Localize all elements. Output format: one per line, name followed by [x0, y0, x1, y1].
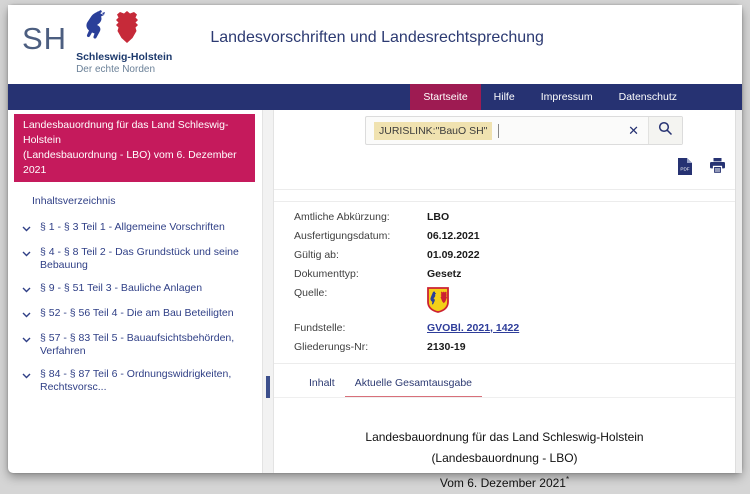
meta-label: Dokumenttyp:	[294, 268, 359, 280]
app-window	[8, 5, 742, 490]
search-bar	[365, 116, 683, 145]
separator	[274, 189, 735, 190]
tab-aktuelle-gesamtausgabe[interactable]: Aktuelle Gesamtausgabe	[345, 371, 482, 398]
chevron-down-icon	[22, 223, 31, 236]
toc-item-teil3[interactable]	[8, 277, 262, 302]
meta-value: LBO	[427, 211, 450, 223]
meta-value: 01.09.2022	[427, 249, 480, 261]
meta-label: Fundstelle:	[294, 322, 346, 334]
clear-search-button[interactable]: ✕	[628, 123, 639, 138]
document-toolbar	[274, 158, 726, 180]
content-area	[8, 110, 742, 490]
logo-tagline-label: Der echte Norden	[76, 63, 156, 75]
meta-value: 06.12.2021	[427, 230, 480, 242]
meta-label: Gliederungs-Nr:	[294, 341, 369, 353]
toc-item-label: § 4 - § 8 Teil 2 - Das Grundstück und seine Bebauung	[40, 246, 239, 271]
sh-logo	[22, 15, 172, 75]
main-panel	[274, 110, 735, 490]
tab-inhalt[interactable]: Inhalt	[309, 377, 335, 389]
lion-icon	[76, 10, 108, 49]
sh-logo-letters: SH	[22, 20, 68, 56]
toc-item-teil4[interactable]	[8, 302, 262, 327]
footnote-marker: *	[565, 475, 570, 484]
search-query-chip[interactable]: JURISLINK:"BauO SH"	[374, 122, 492, 140]
meta-label: Amtliche Abkürzung:	[294, 211, 390, 223]
sidebar-doc-title-line1: Landesbauordnung für das Land Schleswig-Holstein	[23, 119, 229, 146]
sidebar-doc-title-line2: (Landesbauordnung - LBO) vom 6. Dezember 2021	[23, 149, 237, 176]
chevron-down-icon	[22, 284, 31, 297]
logo-region-label: Schleswig-Holstein	[76, 50, 173, 63]
toc-item-label: § 1 - § 3 Teil 1 - Allgemeine Vorschriften	[40, 221, 225, 233]
page-header	[8, 5, 742, 84]
toc-item-teil6[interactable]	[8, 363, 262, 399]
metadata-table	[274, 202, 735, 360]
pdf-export-button[interactable]	[678, 158, 692, 180]
chevron-down-icon	[22, 334, 31, 347]
toc-heading: Inhaltsverzeichnis	[32, 195, 116, 207]
toc-item-label: § 9 - § 51 Teil 3 - Bauliche Anlagen	[40, 282, 203, 294]
meta-label: Quelle:	[294, 287, 328, 299]
search-input[interactable]	[499, 117, 619, 144]
sidebar-doc-title	[14, 114, 255, 182]
meta-row-gliederung	[294, 341, 735, 353]
fundstelle-link[interactable]: GVOBl. 2021, 1422	[427, 322, 520, 334]
pdf-file-icon	[678, 162, 692, 179]
search-icon	[658, 121, 673, 141]
page-scrollbar[interactable]	[735, 110, 742, 473]
toc-list	[8, 216, 262, 399]
printer-icon	[709, 161, 726, 178]
sidebar	[8, 110, 262, 473]
toc-item-label: § 57 - § 83 Teil 5 - Bauaufsichtsbehörden, Verfahren	[40, 332, 235, 357]
sh-logo-block	[76, 15, 172, 75]
coat-of-arms	[76, 15, 172, 49]
nav-item-hilfe[interactable]: Hilfe	[493, 91, 515, 103]
meta-row-abkuerzung	[294, 211, 735, 223]
toc-item-teil5[interactable]	[8, 327, 262, 363]
meta-row-quelle	[294, 287, 735, 316]
chevron-down-icon	[22, 248, 31, 261]
meta-value: Gesetz	[427, 268, 462, 280]
meta-row-gueltig-ab	[294, 249, 735, 261]
search-button[interactable]	[648, 117, 682, 144]
view-tabs	[274, 371, 735, 398]
top-navbar	[8, 84, 742, 110]
meta-label: Gültig ab:	[294, 249, 339, 261]
nettle-leaf-icon	[113, 10, 141, 49]
schleswig-holstein-shield-icon	[427, 287, 449, 316]
toc-item-label: § 84 - § 87 Teil 6 - Ordnungswidrigkeiten, Rechtsvorsc...	[40, 368, 232, 393]
document-title-line2: (Landesbauordnung - LBO)	[431, 451, 578, 465]
chevron-down-icon	[22, 309, 31, 322]
meta-row-ausfertigungsdatum	[294, 230, 735, 242]
separator	[274, 363, 735, 364]
document-title-line3: Vom 6. Dezember 2021*	[439, 475, 570, 490]
chevron-down-icon	[22, 370, 31, 383]
nav-item-startseite[interactable]: Startseite	[410, 84, 480, 110]
panel-scrollbar-thumb[interactable]	[266, 376, 270, 398]
meta-row-dokumenttyp	[294, 268, 735, 280]
toc-item-label: § 52 - § 56 Teil 4 - Die am Bau Beteiligten	[40, 307, 234, 319]
print-button[interactable]	[709, 158, 726, 180]
svg-text:PDF: PDF	[680, 166, 690, 172]
nav-item-impressum[interactable]: Impressum	[540, 91, 593, 103]
panel-scrollbar[interactable]	[262, 110, 274, 473]
meta-row-fundstelle	[294, 322, 735, 334]
page-title: Landesvorschriften und Landesrechtsprechung	[210, 28, 544, 46]
toc-item-teil1[interactable]	[8, 216, 262, 241]
toc-item-teil2[interactable]	[8, 241, 262, 277]
nav-item-datenschutz[interactable]: Datenschutz	[618, 91, 677, 103]
document-title-line1: Landesbauordnung für das Land Schleswig-Holstein	[365, 430, 644, 444]
meta-value: 2130-19	[427, 341, 466, 353]
meta-label: Ausfertigungsdatum:	[294, 230, 391, 242]
document-view	[274, 398, 735, 494]
